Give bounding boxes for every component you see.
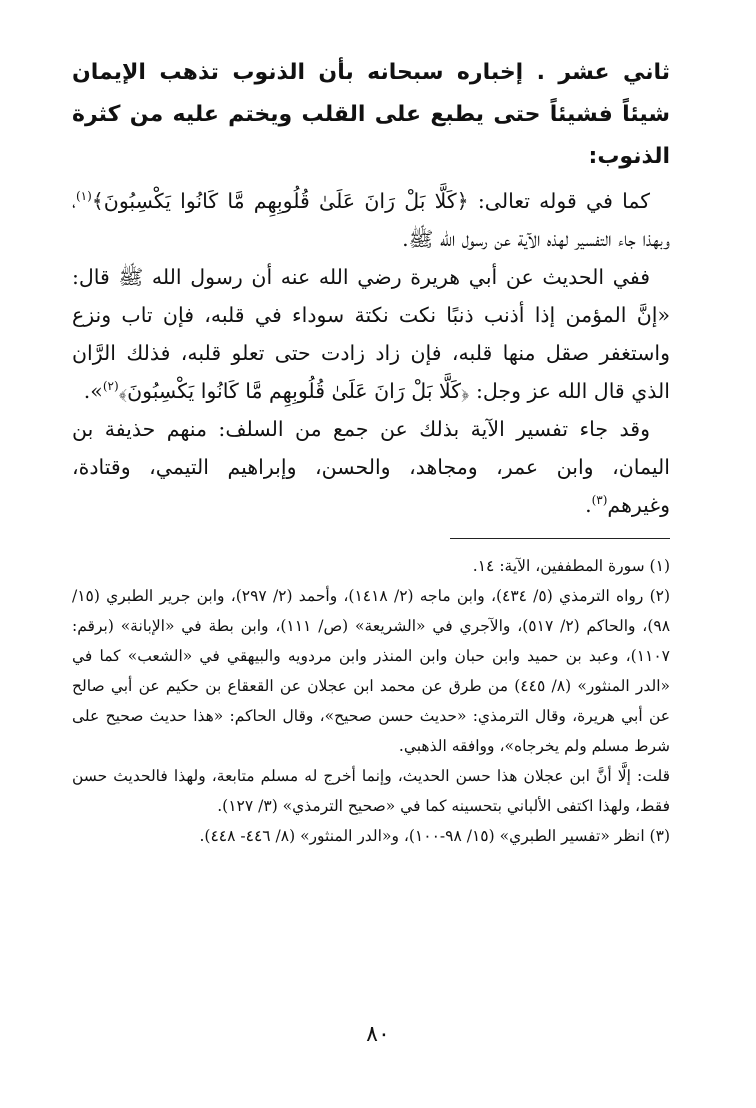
footnote-2-comment: قلت: إلَّا أنَّ ابن عجلان هذا حسن الحديث، وإنما أخرج له مسلم متابعة، ولهذا فالحديث حسن فقط، ولهذا اكتفى الألباني بتحسينه كما في «صحيح الترمذي» (٣/ ١٢٧).	[72, 767, 670, 815]
paragraph-1-after: ، وبهذا جاء التفسير لهذه الآية عن رسول الله ﷺ.	[72, 189, 670, 251]
page-content	[72, 52, 670, 851]
paragraph-2-text: ففي الحديث عن أبي هريرة رضي الله عنه أن رسول الله ﷺ قال: «إنَّ المؤمن إذا أذنب ذنبًا نكت نكتة سوداء في قلبه، فإن تاب ونزع واستغفر صقل منها قلبه، فإن زاد زادت حتى تعلو قلبه، فذلك الرَّان الذي قال الله عز وجل: ﴿كَلَّا بَلْ رَانَ عَلَىٰ قُلُوبِهِم مَّا كَانُوا يَكْسِبُونَ﴾	[72, 265, 670, 403]
paragraph-1-text: كما في قوله تعالى: ﴿كَلَّا بَلْ رَانَ عَلَىٰ قُلُوبِهِم مَّا كَانُوا يَكْسِبُونَ﴾	[91, 189, 650, 213]
paragraph-3-text: وقد جاء تفسير الآية بذلك عن جمع من السلف: منهم حذيفة بن اليمان، وابن عمر، ومجاهد، والحسن، وإبراهيم التيمي، وقتادة، وغيرهم	[72, 417, 670, 517]
footnote-separator	[450, 538, 670, 539]
paragraph-3-after: .	[585, 493, 592, 517]
footnote-2: (٢) رواه الترمذي (٥/ ٤٣٤)، وابن ماجه (٢/ ١٤١٨)، وأحمد (٢/ ٢٩٧)، وابن جرير الطبري (١٥/ ٩٨)، والحاكم (٢/ ٥١٧)، والآجري في «الشريعة» (ص/ ١١١)، وابن بطة في «الإبانة» (برقم: ١١٠٧)، وعبد بن حميد وابن حبان وابن المنذر وابن مردويه والبيهقي في «الشعب» كما في «الدر المنثور» (٨/ ٤٤٥) من طرق عن محمد ابن عجلان عن القعقاع بن حكيم عن أبي صالح عن أبي هريرة، وقال الترمذي: «حديث حسن صحيح»، وقال الحاكم: «هذا حديث صحيح على شرط مسلم ولم يخرجاه»، ووافقه الذهبي.	[72, 587, 671, 755]
paragraph-2-after: ».	[83, 379, 103, 403]
footnote-3: (٣) انظر «تفسير الطبري» (١٥/ ٩٨-١٠٠)، و«الدر المنثور» (٨/ ٤٤٦- ٤٤٨).	[199, 827, 670, 845]
section-heading: ثاني عشر . إخباره سبحانه بأن الذنوب تذهب الإيمان شيئاً فشيئاً حتى يطبع على القلب ويختم عليه من كثرة الذنوب:	[72, 60, 670, 169]
footnote-ref-1: (١)	[75, 189, 92, 204]
page-number: ٨٠	[366, 1022, 390, 1047]
footnote-ref-2: (٢)	[102, 379, 119, 394]
paragraph-2	[72, 258, 670, 410]
paragraph-3	[72, 410, 670, 524]
footnote-ref-3: (٣)	[591, 493, 608, 508]
footnotes	[72, 551, 670, 851]
paragraph-1	[72, 182, 670, 258]
footnote-1: (١) سورة المطففين، الآية: ١٤.	[472, 557, 670, 575]
